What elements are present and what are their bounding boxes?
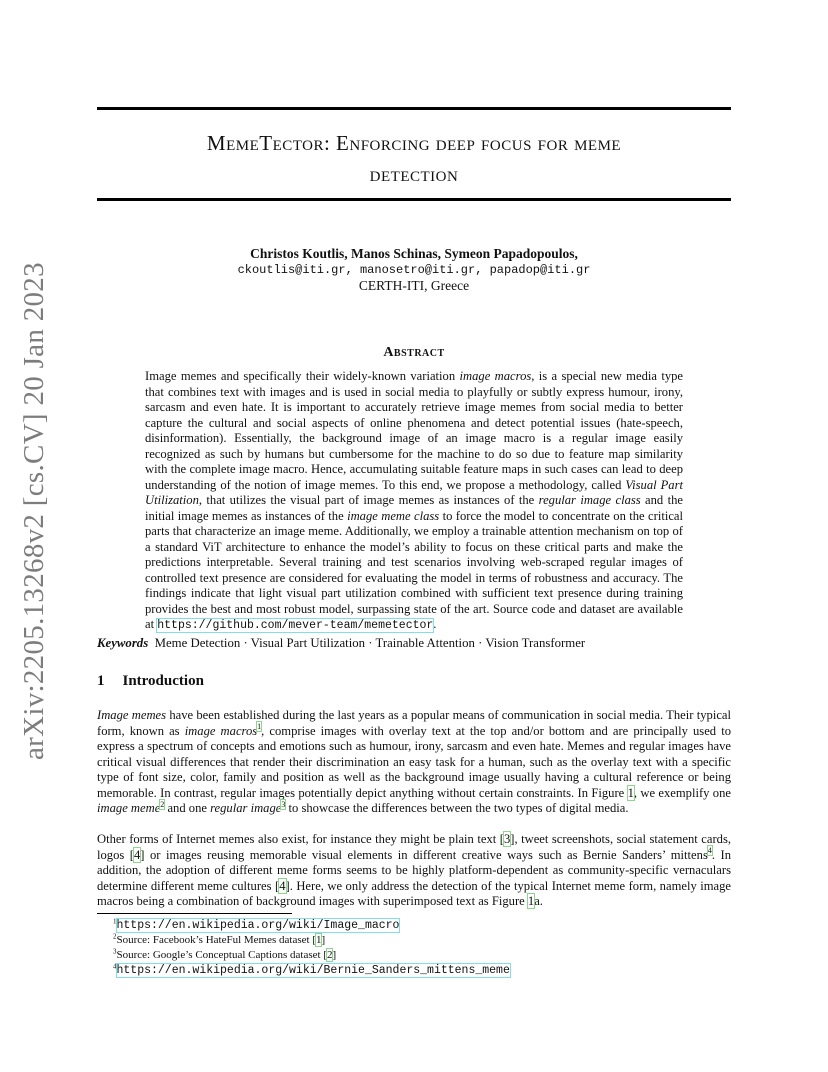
footnotes	[113, 918, 731, 978]
author-block	[97, 246, 731, 294]
github-link[interactable]: https://github.com/mever-team/memetector	[157, 619, 434, 632]
section-number: 1	[97, 673, 105, 689]
title-top-rule	[97, 107, 731, 110]
author-emails: ckoutlis@iti.gr, manosetro@iti.gr, papadop@iti.gr	[237, 263, 591, 277]
citation-ref[interactable]: 4	[279, 878, 286, 893]
intro-paragraph-1: Image memes have been established during the last years as a popular means of communication in social media. Their typical form, known as image macros$^1$, comprise images with overlay text at the top and/or bottom and are principally used to express a spectrum of concepts and emotions such as humour, irony, sarcasm and even hate. Memes and regular images have critical visual differences that render their discrimination an easy task for a human, such as the overlay text with a specific type of font size, color, family and position as well as the background image usually having a cultural reference or being memorable. In contrast, regular images potentially depict anything without certain constraints. In Figure 1, we exemplify one image meme$^2$ and one regular image$^3$ to showcase the differences between the two types of digital media.	[97, 708, 731, 815]
intro-paragraph-2: Other forms of Internet memes also exist, for instance they might be plain text [3], tweet screenshots, social statement cards, logos [4] or images reusing memorable visual elements in different creative ways such as Bernie Sanders’ mittens$^4$. In addition, the adoption of different meme forms seems to be highly platform-dependent as community-specific vernaculars determine different meme cultures [4]. Here, we only address the detection of the typical Internet meme form, namely image macros being a combination of background images with superimposed text as Figure 1a.	[97, 832, 731, 908]
arxiv-side-label: arXiv:2205.13268v2 [cs.CV] 20 Jan 2023	[18, 262, 50, 760]
author-affiliation: CERTH-ITI, Greece	[358, 278, 470, 293]
footnote-2: $^2$Source: Facebook’s HateFul Memes dataset [1]	[113, 932, 326, 946]
section-title: Introduction	[122, 673, 204, 689]
footnote-ref-2[interactable]: 2	[160, 799, 165, 809]
figure-ref[interactable]: 1	[627, 785, 634, 800]
footnote-1: $^1$https://en.wikipedia.org/wiki/Image_macro	[113, 917, 400, 932]
keywords-text: Meme Detection · Visual Part Utilization · Trainable Attention · Vision Transformer	[154, 636, 586, 650]
footnote-4: $^4$https://en.wikipedia.org/wiki/Bernie_Sanders_mittens_meme	[113, 962, 510, 977]
figure-ref[interactable]: 1	[527, 894, 535, 908]
citation-ref[interactable]: 4	[134, 847, 141, 862]
paper-title	[97, 128, 731, 190]
footnote-rule	[97, 913, 292, 914]
title-line-2: detection	[369, 162, 459, 186]
footnote-3: $^3$Source: Google’s Conceptual Captions dataset [2]	[113, 947, 337, 961]
abstract-heading: Abstract	[383, 345, 445, 360]
title-bottom-rule	[97, 198, 731, 201]
keywords-line	[97, 636, 731, 651]
citation-ref[interactable]: 2	[326, 949, 333, 961]
footnote-ref-4[interactable]: 4	[707, 846, 712, 856]
abstract-body: Image memes and specifically their widely-known variation image macros, is a special new media type that combines text with images and is used in social media to playfully or subtly express humour, irony, sarcasm and even hate. It is important to accurately retrieve image memes from social media to better capture the cultural and social aspects of online phenomena and detect potential issues (hate-speech, disinformation). Essentially, the background image of an image macro is a regular image easily recognized as such by humans but cumbersome for the machine to do so due to feature map similarity with the complete image macro. Hence, accumulating suitable feature maps in such cases can lead to deep understanding of the notion of image memes. To this end, we propose a methodology, called Visual Part Utilization, that utilizes the visual part of image memes as instances of the regular image class and the initial image memes as instances of the image meme class to force the model to concentrate on the critical parts that characterize an image meme. Additionally, we employ a trainable attention mechanism on top of a standard ViT architecture to enhance the model’s ability to focus on these critical parts and make the predictions interpretable. Several training and test scenarios involving web-scraped regular images of controlled text presence are considered for evaluating the model in terms of robustness and accuracy. The findings indicate that light visual part utilization combined with sufficient text presence during training provides the best and most robust model, surpassing state of the art. Source code and dataset are available at https://github.com/mever-team/memetector.	[145, 369, 684, 632]
section-heading	[97, 673, 204, 690]
footnote-ref-3[interactable]: 3	[281, 799, 286, 809]
title-line-1: MemeTector: Enforcing deep focus for meme	[206, 131, 622, 155]
keywords-label: Keywords	[97, 636, 149, 650]
citation-ref[interactable]: 3	[503, 832, 511, 846]
footnote-ref-1[interactable]: 1	[257, 722, 262, 732]
citation-ref[interactable]: 1	[315, 934, 322, 946]
footnote-link[interactable]: https://en.wikipedia.org/wiki/Image_macro	[116, 919, 400, 932]
author-names: Christos Koutlis, Manos Schinas, Symeon Papadopoulos,	[250, 246, 578, 261]
footnote-link[interactable]: https://en.wikipedia.org/wiki/Bernie_Sanders_mittens_meme	[116, 964, 510, 977]
